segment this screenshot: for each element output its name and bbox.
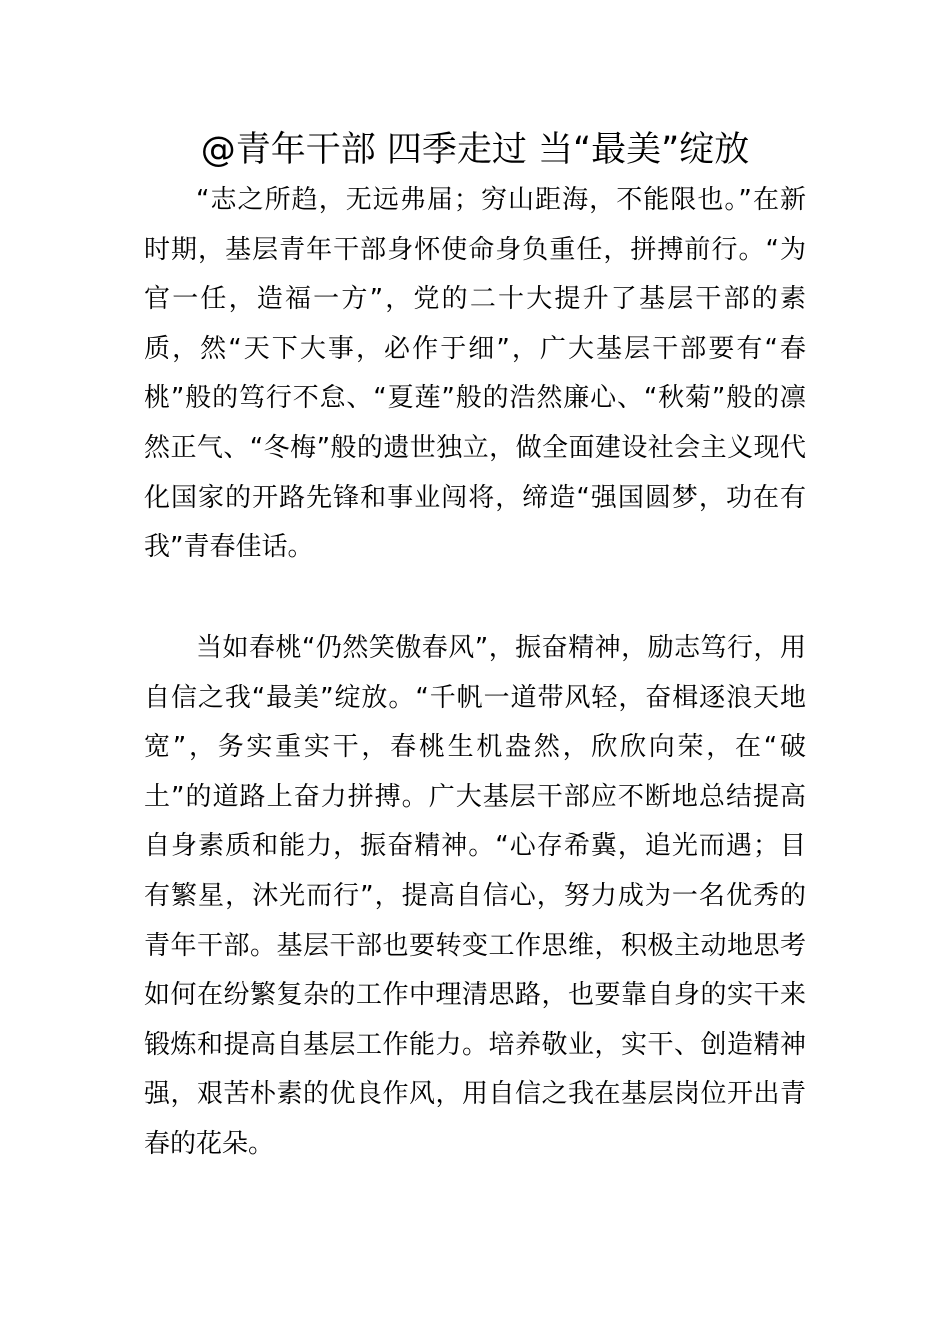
- paragraph-1: “志之所趋，无远弗届；穷山距海，不能限也。”在新时期，基层青年干部身怀使命身负重任，拼搏前行。“为官一任，造福一方”，党的二十大提升了基层干部的素质，然“天下大事，必作于细”，广大基层干部要有“春桃”般的笃行不怠、“夏莲”般的浩然廉心、“秋菊”般的凛然正气、“冬梅”般的遗世独立，做全面建设社会主义现代化国家的开路先锋和事业闯将，缔造“强国圆梦，功在有我”青春佳话。: [144, 185, 806, 563]
- paragraph-2: 当如春桃“仍然笑傲春风”，振奋精神，励志笃行，用自信之我“最美”绽放。“千帆一道带风轻，奋楫逐浪天地宽”，务实重实干，春桃生机盎然，欣欣向荣，在“破土”的道路上奋力拼搏。广大基层干部应不断地总结提高自身素质和能力，振奋精神。“心存希冀，追光而遇；目有繁星，沐光而行”，提高自信心，努力成为一名优秀的青年干部。基层干部也要转变工作思维，积极主动地思考如何在纷繁复杂的工作中理清思路，也要靠自身的实干来锻炼和提高自基层工作能力。培养敬业，实干、创造精神强，艰苦朴素的优良作风，用自信之我在基层岗位开出青春的花朵。: [144, 633, 806, 1159]
- document-title: @青年干部 四季走过 当“最美”绽放: [200, 130, 750, 170]
